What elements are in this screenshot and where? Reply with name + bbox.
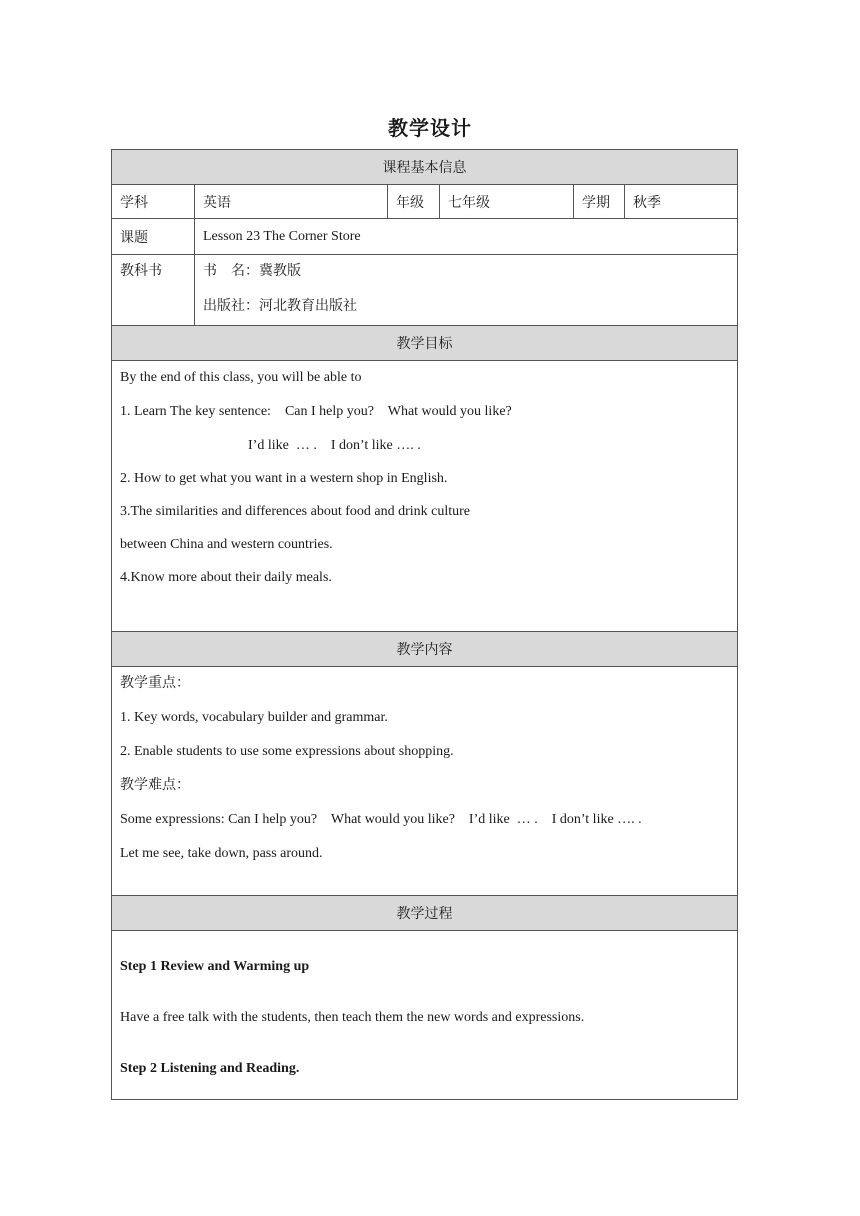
objectives-header: 教学目标 xyxy=(112,326,738,361)
content-cell xyxy=(112,667,738,896)
objective-line: 3.The similarities and differences about food and drink culture xyxy=(120,504,471,519)
subject-value: 英语 xyxy=(195,185,388,219)
objective-line: By the end of this class, you will be able to xyxy=(120,370,362,385)
textbook-value-cell xyxy=(195,255,738,326)
step-1-text: Have a free talk with the students, then teach them the new words and expressions. xyxy=(120,1010,585,1025)
topic-row xyxy=(112,219,738,255)
objective-line: I’d like … . I don’t like …. . xyxy=(248,438,421,453)
lesson-plan-table xyxy=(111,149,738,1100)
objective-line: between China and western countries. xyxy=(120,537,333,552)
content-line: 教学难点： xyxy=(120,778,190,793)
textbook-publisher: 出版社：河北教育出版社 xyxy=(203,299,357,314)
grade-label: 年级 xyxy=(388,185,440,219)
subject-label: 学科 xyxy=(112,185,195,219)
objective-line: 2. How to get what you want in a western shop in English. xyxy=(120,471,448,486)
step-2-title: Step 2 Listening and Reading. xyxy=(120,1061,300,1076)
basic-info-header: 课程基本信息 xyxy=(112,150,738,185)
objective-line: 4.Know more about their daily meals. xyxy=(120,570,332,585)
content-row xyxy=(112,667,738,896)
content-line: 教学重点： xyxy=(120,676,190,691)
subject-row xyxy=(112,185,738,219)
document-title: 教学设计 xyxy=(388,118,472,140)
process-header: 教学过程 xyxy=(112,896,738,931)
content-header-row xyxy=(112,632,738,667)
objectives-row xyxy=(112,361,738,632)
step-1-title: Step 1 Review and Warming up xyxy=(120,959,310,974)
topic-label: 课题 xyxy=(112,219,195,255)
textbook-row xyxy=(112,255,738,326)
content-header: 教学内容 xyxy=(112,632,738,667)
content-line: 2. Enable students to use some expressions about shopping. xyxy=(120,744,454,759)
topic-value: Lesson 23 The Corner Store xyxy=(195,219,738,255)
grade-value: 七年级 xyxy=(440,185,574,219)
term-label: 学期 xyxy=(574,185,625,219)
content-line: 1. Key words, vocabulary builder and grammar. xyxy=(120,710,388,725)
content-line: Some expressions: Can I help you? What would you like? I’d like … . I don’t like …. . xyxy=(120,812,642,827)
textbook-label: 教科书 xyxy=(120,264,162,279)
content-line: Let me see, take down, pass around. xyxy=(120,846,323,861)
objectives-header-row xyxy=(112,326,738,361)
term-value: 秋季 xyxy=(625,185,738,219)
process-header-row xyxy=(112,896,738,931)
objective-line: 1. Learn The key sentence: Can I help you? What would you like? xyxy=(120,404,512,419)
objectives-cell xyxy=(112,361,738,632)
textbook-label-cell xyxy=(112,255,195,326)
textbook-name: 书 名：冀教版 xyxy=(203,264,301,279)
basic-info-header-row xyxy=(112,150,738,185)
process-cell xyxy=(112,931,738,1100)
process-row xyxy=(112,931,738,1100)
